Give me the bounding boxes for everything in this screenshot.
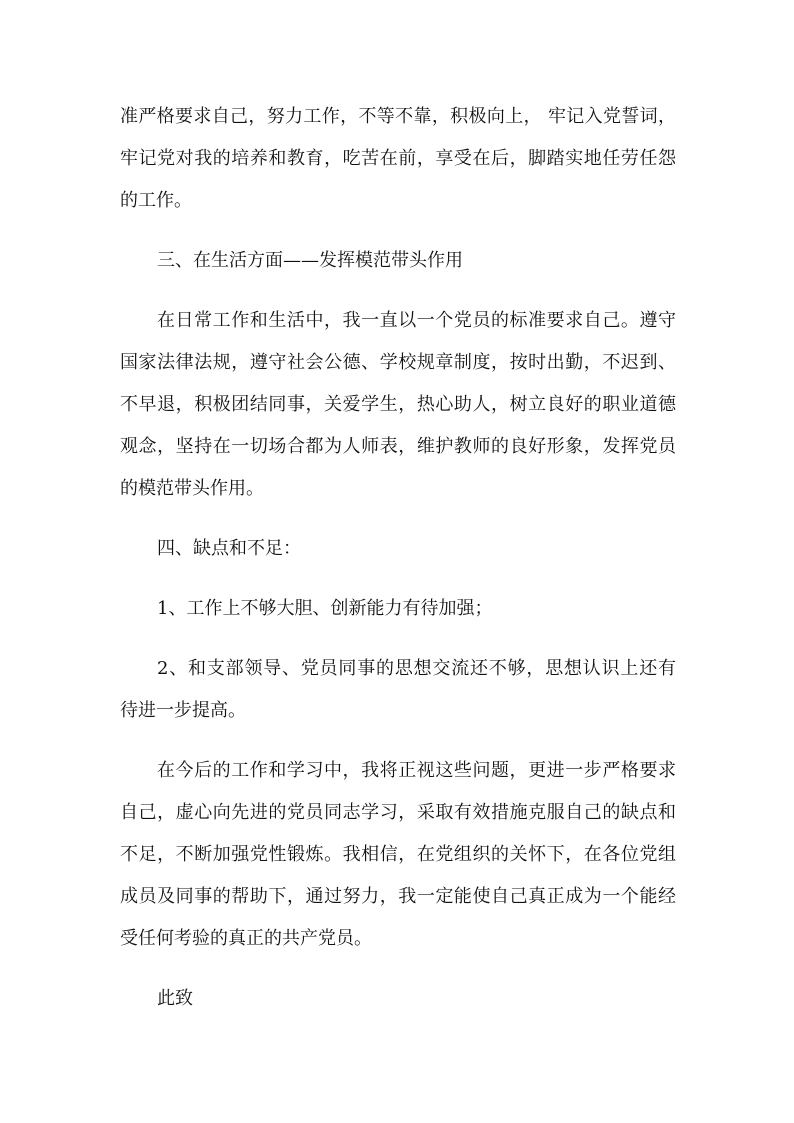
section-heading-life: [120, 240, 676, 282]
text-line: 的工作。: [120, 190, 192, 211]
text-line: 自己，虚心向先进的党员同志学习，采取有效措施克服自己的缺点和: [120, 802, 676, 823]
text-line: 不足，不断加强党性锻炼。我相信，在党组织的关怀下，在各位党组: [120, 844, 676, 865]
section-heading-shortcomings: [120, 528, 676, 570]
continued-paragraph: [120, 96, 676, 222]
text-line: 在日常工作和生活中，我一直以一个党员的标准要求自己。遵守: [157, 310, 676, 331]
list-item-text: 待进一步提高。: [120, 700, 246, 721]
text-line: 受任何考验的真正的共产党员。: [120, 928, 372, 949]
list-item-text: 1、工作上不够大胆、创新能力有待加强；: [157, 598, 493, 619]
shortcoming-item-1: [120, 588, 676, 630]
paragraph-future-plan: [120, 750, 676, 960]
paragraph-daily-conduct: [120, 300, 676, 510]
text-line: 牢记党对我的培养和教育，吃苦在前，享受在后，脚踏实地任劳任怨: [120, 148, 676, 169]
text-line: 准严格要求自己，努力工作，不等不靠，积极向上， 牢记入党誓词，: [120, 106, 676, 127]
text-line: 成员及同事的帮助下，通过努力，我一定能使自己真正成为一个能经: [120, 886, 676, 907]
shortcoming-item-2: [120, 648, 676, 732]
heading-text: 四、缺点和不足：: [157, 538, 301, 559]
closing-salutation: [120, 978, 676, 1020]
text-line: 观念，坚持在一切场合都为人师表，维护教师的良好形象，发挥党员: [120, 436, 676, 457]
text-line: 国家法律法规，遵守社会公德、学校规章制度，按时出勤，不迟到、: [120, 352, 676, 373]
heading-text: 三、在生活方面——发挥模范带头作用: [157, 250, 463, 271]
list-item-text: 2、和支部领导、党员同事的思想交流还不够，思想认识上还有: [157, 658, 676, 679]
salutation-text: 此致: [157, 988, 193, 1009]
text-line: 在今后的工作和学习中，我将正视这些问题，更进一步严格要求: [157, 760, 676, 781]
text-line: 不早退，积极团结同事，关爱学生，热心助人，树立良好的职业道德: [120, 394, 676, 415]
text-line: 的模范带头作用。: [120, 478, 264, 499]
